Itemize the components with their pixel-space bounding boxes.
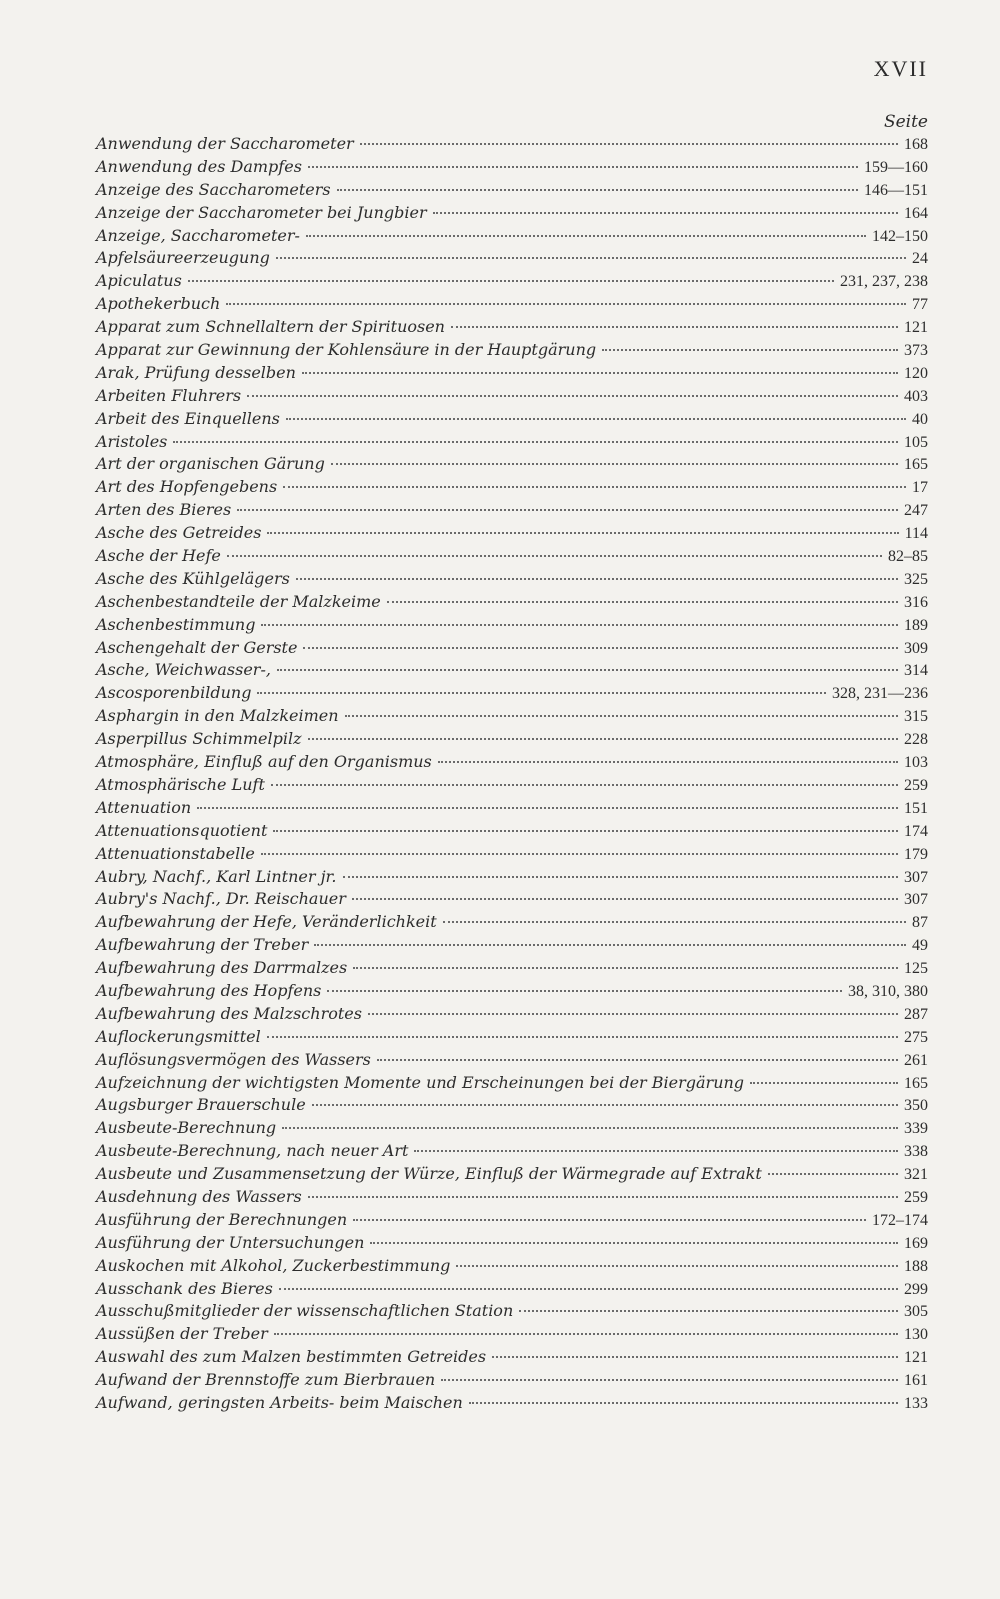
index-entry <box>96 157 928 180</box>
index-page-ref: 120 <box>904 364 928 382</box>
index-page-ref: 82–85 <box>888 548 928 566</box>
index-entry <box>96 1370 928 1393</box>
index-term: Auflösungsvermögen des Wassers <box>96 1049 371 1069</box>
index-entry <box>96 752 928 775</box>
index-page-ref: 261 <box>904 1051 928 1069</box>
index-term: Aufbewahrung des Hopfens <box>96 980 322 1000</box>
index-entry <box>96 1073 928 1096</box>
dot-leader <box>286 418 906 420</box>
dot-leader <box>469 1402 898 1404</box>
index-entry <box>96 660 928 683</box>
index-page-ref: 174 <box>904 822 928 840</box>
index-entry <box>96 912 928 935</box>
index-page-ref: 188 <box>904 1257 928 1275</box>
index-page-ref: 169 <box>904 1234 928 1252</box>
index-entry <box>96 248 928 271</box>
index-entry <box>96 1187 928 1210</box>
index-entry <box>96 454 928 477</box>
index-entry <box>96 592 928 615</box>
index-term: Ausdehnung des Wassers <box>96 1186 302 1206</box>
index-page-ref: 121 <box>904 1349 928 1367</box>
dot-leader <box>279 1288 898 1290</box>
index-entry <box>96 1233 928 1256</box>
index-page-ref: 133 <box>904 1394 928 1412</box>
index-term: Auflockerungsmittel <box>96 1026 261 1046</box>
index-term: Atmosphärische Luft <box>96 774 265 794</box>
index-term: Aufbewahrung der Hefe, Veränderlichkeit <box>96 912 437 932</box>
index-term: Apiculatus <box>96 271 182 291</box>
index-term: Apothekerbuch <box>96 294 221 314</box>
index-term: Aufwand der Brennstoffe zum Bierbrauen <box>96 1370 436 1390</box>
index-term: Asphargin in den Malzkeimen <box>96 706 339 726</box>
index-term: Augsburger Brauerschule <box>96 1095 306 1115</box>
dot-leader <box>261 853 898 855</box>
index-page-ref: 159—160 <box>864 158 928 176</box>
index-page-ref: 403 <box>904 387 928 405</box>
index-page-ref: 259 <box>904 1188 928 1206</box>
column-header-seite: Seite <box>883 112 928 132</box>
index-entry <box>96 729 928 752</box>
index-term: Apfelsäureerzeugung <box>96 248 270 268</box>
index-entry <box>96 1004 928 1027</box>
dot-leader <box>308 738 899 740</box>
index-entry <box>96 546 928 569</box>
index-term: Ausbeute und Zusammensetzung der Würze, Einfluß der Wärmegrade auf Extrakt <box>96 1164 762 1184</box>
index-entry <box>96 294 928 317</box>
index-term: Ausbeute-Berechnung, nach neuer Art <box>96 1141 409 1161</box>
index-entry <box>96 226 928 249</box>
index-page-ref: 151 <box>904 799 928 817</box>
index-page-ref: 338 <box>904 1143 928 1161</box>
index-entry <box>96 638 928 661</box>
index-term: Ausführung der Berechnungen <box>96 1209 348 1229</box>
dot-leader <box>303 647 898 649</box>
dot-leader <box>308 1196 898 1198</box>
index-term: Ausschußmitglieder der wissenschaftlichen Station <box>96 1301 514 1321</box>
index-term: Arten des Bieres <box>96 500 232 520</box>
index-page-ref: 17 <box>912 479 928 497</box>
index-entry <box>96 844 928 867</box>
index-term: Apparat zum Schnellaltern der Spirituosen <box>96 317 445 337</box>
index-page-ref: 231, 237, 238 <box>840 273 928 291</box>
index-entry <box>96 1347 928 1370</box>
dot-leader <box>377 1059 898 1061</box>
index-entry <box>96 1210 928 1233</box>
dot-leader <box>443 921 906 923</box>
dot-leader <box>261 624 898 626</box>
dot-leader <box>271 784 898 786</box>
dot-leader <box>602 349 898 351</box>
index-term: Asche der Hefe <box>96 546 221 566</box>
dot-leader <box>370 1242 898 1244</box>
index-entry <box>96 569 928 592</box>
dot-leader <box>337 189 858 191</box>
dot-leader <box>451 326 898 328</box>
index-page-ref: 165 <box>904 456 928 474</box>
index-term: Arak, Prüfung desselben <box>96 362 296 382</box>
dot-leader <box>308 166 858 168</box>
index-term: Aufbewahrung des Malzschrotes <box>96 1003 362 1023</box>
index-page-ref: 38, 310, 380 <box>848 982 928 1000</box>
dot-leader <box>750 1082 898 1084</box>
dot-leader <box>276 257 906 259</box>
index-page-ref: 142–150 <box>872 227 928 245</box>
index-page-ref: 307 <box>904 868 928 886</box>
index-entry <box>96 615 928 638</box>
index-page-ref: 228 <box>904 731 928 749</box>
index-page-ref: 247 <box>904 502 928 520</box>
dot-leader <box>438 761 898 763</box>
index-entry <box>96 1324 928 1347</box>
index-page-ref: 309 <box>904 639 928 657</box>
index-term: Asche des Getreides <box>96 523 262 543</box>
index-entry <box>96 500 928 523</box>
index-entry <box>96 1095 928 1118</box>
index-entry <box>96 798 928 821</box>
index-term: Aufbewahrung der Treber <box>96 935 309 955</box>
index-page-ref: 350 <box>904 1097 928 1115</box>
index-entry <box>96 180 928 203</box>
dot-leader <box>345 715 898 717</box>
index-entry <box>96 1027 928 1050</box>
index-entry <box>96 1301 928 1324</box>
dot-leader <box>492 1356 898 1358</box>
index-entry <box>96 203 928 226</box>
index-page-ref: 103 <box>904 754 928 772</box>
dot-leader <box>277 669 898 671</box>
index-term: Anwendung des Dampfes <box>96 156 302 176</box>
index-entry <box>96 981 928 1004</box>
index-term: Art des Hopfengebens <box>96 477 278 497</box>
dot-leader <box>173 441 898 443</box>
dot-leader <box>519 1310 898 1312</box>
dot-leader <box>414 1150 898 1152</box>
dot-leader <box>237 509 898 511</box>
dot-leader <box>441 1379 898 1381</box>
dot-leader <box>456 1265 898 1267</box>
index-page-ref: 121 <box>904 319 928 337</box>
index-entry <box>96 523 928 546</box>
dot-leader <box>226 303 906 305</box>
index-page-ref: 328, 231—236 <box>832 685 928 703</box>
index-term: Anzeige der Saccharometer bei Jungbier <box>96 202 427 222</box>
index-term: Aufwand, geringsten Arbeits- beim Maischen <box>96 1392 463 1412</box>
dot-leader <box>188 280 834 282</box>
index-page-ref: 315 <box>904 708 928 726</box>
dot-leader <box>387 601 898 603</box>
index-entry <box>96 1164 928 1187</box>
index-term: Aubry's Nachf., Dr. Reischauer <box>96 889 346 909</box>
index-entry <box>96 432 928 455</box>
index-entry <box>96 867 928 890</box>
index-entry <box>96 363 928 386</box>
index-term: Aubry, Nachf., Karl Lintner jr. <box>96 866 337 886</box>
index-page-ref: 105 <box>904 433 928 451</box>
dot-leader <box>360 143 898 145</box>
index-term: Apparat zur Gewinnung der Kohlensäure in der Hauptgärung <box>96 340 597 360</box>
index-list <box>96 134 928 1416</box>
index-entry <box>96 271 928 294</box>
index-page-ref: 24 <box>912 250 928 268</box>
dot-leader <box>267 532 898 534</box>
index-term: Atmosphäre, Einfluß auf den Organismus <box>96 752 432 772</box>
dot-leader <box>353 967 898 969</box>
index-term: Aschenbestandteile der Malzkeime <box>96 591 381 611</box>
dot-leader <box>247 395 898 397</box>
dot-leader <box>352 898 898 900</box>
index-term: Aschenbestimmung <box>96 614 256 634</box>
page-number: XVII <box>873 56 928 81</box>
index-entry <box>96 1256 928 1279</box>
index-entry <box>96 958 928 981</box>
index-entry <box>96 821 928 844</box>
dot-leader <box>282 1127 898 1129</box>
index-entry <box>96 134 928 157</box>
index-page-ref: 299 <box>904 1280 928 1298</box>
index-term: Aschengehalt der Gerste <box>96 637 298 657</box>
dot-leader <box>343 876 898 878</box>
index-page-ref: 373 <box>904 342 928 360</box>
index-page-ref: 168 <box>904 136 928 153</box>
dot-leader <box>433 212 898 214</box>
index-term: Attenuationstabelle <box>96 843 255 863</box>
dot-leader <box>273 830 898 832</box>
index-term: Asperpillus Schimmelpilz <box>96 729 302 749</box>
index-term: Asche, Weichwasser-, <box>96 660 271 680</box>
index-page-ref: 146—151 <box>864 181 928 199</box>
index-page-ref: 189 <box>904 616 928 634</box>
index-term: Attenuation <box>96 797 192 817</box>
index-term: Anzeige des Saccharometers <box>96 179 331 199</box>
index-page-ref: 161 <box>904 1372 928 1390</box>
index-page-ref: 130 <box>904 1326 928 1344</box>
index-page-ref: 114 <box>904 525 928 543</box>
dot-leader <box>331 463 898 465</box>
dot-leader <box>312 1104 898 1106</box>
dot-leader <box>327 990 842 992</box>
index-term: Art der organischen Gärung <box>96 454 325 474</box>
index-term: Aufzeichnung der wichtigsten Momente und Erscheinungen bei der Biergärung <box>96 1072 745 1092</box>
dot-leader <box>368 1013 898 1015</box>
index-entry <box>96 1279 928 1302</box>
index-term: Ascosporenbildung <box>96 683 252 703</box>
dot-leader <box>267 1036 898 1038</box>
index-term: Arbeiten Fluhrers <box>96 385 242 405</box>
dot-leader <box>296 578 898 580</box>
index-page-ref: 316 <box>904 593 928 611</box>
index-term: Aristoles <box>96 431 168 451</box>
dot-leader <box>227 555 882 557</box>
index-page-ref: 339 <box>904 1120 928 1138</box>
index-term: Aussüßen der Treber <box>96 1324 268 1344</box>
index-entry <box>96 477 928 500</box>
index-page-ref: 287 <box>904 1005 928 1023</box>
index-page-ref: 259 <box>904 776 928 794</box>
index-term: Anzeige, Saccharometer- <box>96 225 300 245</box>
index-page-ref: 49 <box>912 937 928 955</box>
index-term: Auswahl des zum Malzen bestimmten Getreides <box>96 1347 487 1367</box>
dot-leader <box>197 807 898 809</box>
index-term: Auskochen mit Alkohol, Zuckerbestimmung <box>96 1255 451 1275</box>
index-entry <box>96 340 928 363</box>
index-term: Ausschank des Bieres <box>96 1278 273 1298</box>
index-term: Anwendung der Saccharometer <box>96 134 354 153</box>
index-entry <box>96 1118 928 1141</box>
index-page-ref: 125 <box>904 960 928 978</box>
dot-leader <box>353 1219 866 1221</box>
dot-leader <box>283 486 906 488</box>
index-page-ref: 40 <box>912 410 928 428</box>
index-term: Asche des Kühlgelägers <box>96 568 290 588</box>
index-entry <box>96 386 928 409</box>
index-entry <box>96 935 928 958</box>
index-page-ref: 305 <box>904 1303 928 1321</box>
dot-leader <box>257 692 826 694</box>
index-page-ref: 172–174 <box>872 1211 928 1229</box>
index-page-ref: 179 <box>904 845 928 863</box>
index-entry <box>96 1050 928 1073</box>
dot-leader <box>274 1333 898 1335</box>
index-term: Arbeit des Einquellens <box>96 408 280 428</box>
index-page-ref: 77 <box>912 296 928 314</box>
index-term: Ausbeute-Berechnung <box>96 1118 277 1138</box>
index-entry <box>96 1393 928 1416</box>
index-page-ref: 87 <box>912 914 928 932</box>
index-page-ref: 325 <box>904 570 928 588</box>
index-entry <box>96 775 928 798</box>
index-entry <box>96 1141 928 1164</box>
index-entry <box>96 409 928 432</box>
index-term: Ausführung der Untersuchungen <box>96 1232 365 1252</box>
index-page-ref: 164 <box>904 204 928 222</box>
index-entry <box>96 683 928 706</box>
index-term: Aufbewahrung des Darrmalzes <box>96 958 348 978</box>
index-term: Attenuationsquotient <box>96 820 268 840</box>
index-page-ref: 307 <box>904 891 928 909</box>
dot-leader <box>302 372 898 374</box>
index-page-ref: 314 <box>904 662 928 680</box>
index-entry <box>96 706 928 729</box>
dot-leader <box>314 944 906 946</box>
index-entry <box>96 889 928 912</box>
index-entry <box>96 317 928 340</box>
dot-leader <box>768 1173 898 1175</box>
index-page-ref: 321 <box>904 1166 928 1184</box>
dot-leader <box>306 235 866 237</box>
index-page-ref: 275 <box>904 1028 928 1046</box>
index-page-ref: 165 <box>904 1074 928 1092</box>
